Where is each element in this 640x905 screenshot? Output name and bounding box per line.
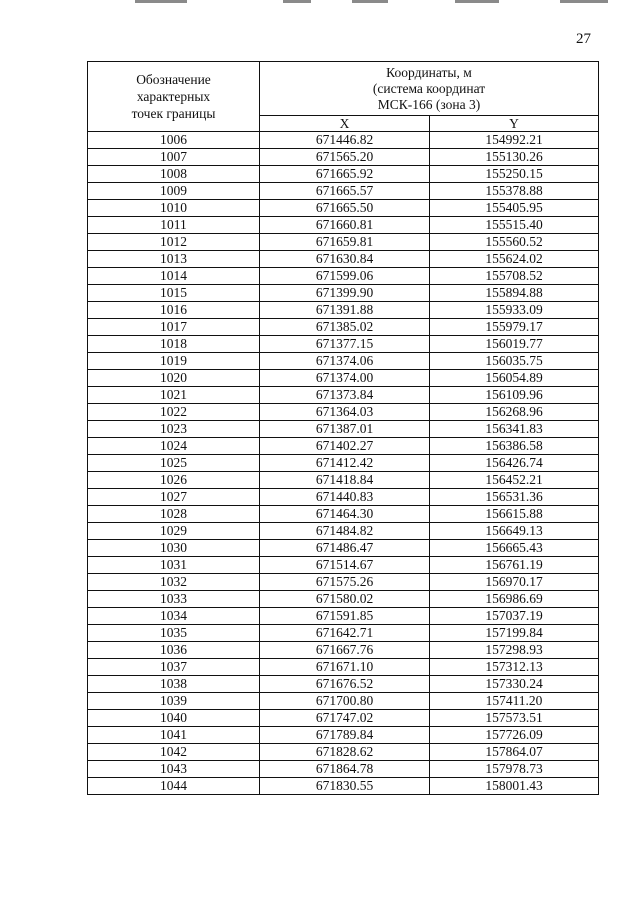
point-id-cell: 1036: [88, 642, 260, 659]
table-row: [88, 472, 599, 489]
y-coordinate-cell: 157199.84: [430, 625, 599, 642]
x-coordinate-cell: 671364.03: [260, 404, 430, 421]
point-id-cell: 1009: [88, 183, 260, 200]
table-row: [88, 285, 599, 302]
x-coordinate-cell: 671665.57: [260, 183, 430, 200]
table-row: [88, 693, 599, 710]
y-coordinate-cell: 157864.07: [430, 744, 599, 761]
y-coordinate-cell: 157411.20: [430, 693, 599, 710]
x-coordinate-cell: 671747.02: [260, 710, 430, 727]
coords-header-line: (система координат: [372, 81, 486, 96]
x-coordinate-cell: 671446.82: [260, 132, 430, 149]
point-id-cell: 1013: [88, 251, 260, 268]
y-coordinate-cell: 156761.19: [430, 557, 599, 574]
point-id-cell: 1034: [88, 608, 260, 625]
table-row: [88, 149, 599, 166]
y-coordinate-cell: 156531.36: [430, 489, 599, 506]
x-coordinate-cell: 671377.15: [260, 336, 430, 353]
y-column-header: Y: [430, 116, 599, 132]
table-body: [88, 132, 599, 795]
point-id-cell: 1041: [88, 727, 260, 744]
x-coordinate-cell: 671402.27: [260, 438, 430, 455]
point-id-cell: 1015: [88, 285, 260, 302]
table-row: [88, 268, 599, 285]
x-coordinate-cell: 671864.78: [260, 761, 430, 778]
table-row: [88, 370, 599, 387]
table-row: [88, 761, 599, 778]
point-id-cell: 1029: [88, 523, 260, 540]
y-coordinate-cell: 156452.21: [430, 472, 599, 489]
y-coordinate-cell: 157298.93: [430, 642, 599, 659]
x-coordinate-cell: 671399.90: [260, 285, 430, 302]
coordinates-header: [260, 62, 599, 116]
table-row: [88, 251, 599, 268]
table-row: [88, 319, 599, 336]
x-coordinate-cell: 671575.26: [260, 574, 430, 591]
table-row: [88, 557, 599, 574]
table-row: [88, 455, 599, 472]
point-id-cell: 1019: [88, 353, 260, 370]
coords-header-line: МСК-166 (зона 3): [377, 97, 481, 112]
point-id-cell: 1012: [88, 234, 260, 251]
point-id-cell: 1038: [88, 676, 260, 693]
y-coordinate-cell: 156986.69: [430, 591, 599, 608]
table-row: [88, 727, 599, 744]
y-coordinate-cell: 157312.13: [430, 659, 599, 676]
table-row: [88, 506, 599, 523]
table-row: [88, 608, 599, 625]
point-id-cell: 1018: [88, 336, 260, 353]
point-id-cell: 1032: [88, 574, 260, 591]
table-row: [88, 234, 599, 251]
table-row: [88, 438, 599, 455]
table-row: [88, 642, 599, 659]
y-coordinate-cell: 155894.88: [430, 285, 599, 302]
y-coordinate-cell: 156268.96: [430, 404, 599, 421]
x-coordinate-cell: 671671.10: [260, 659, 430, 676]
point-id-cell: 1040: [88, 710, 260, 727]
point-id-cell: 1023: [88, 421, 260, 438]
y-coordinate-cell: 155378.88: [430, 183, 599, 200]
point-header-line: Обозначение: [136, 72, 211, 87]
y-coordinate-cell: 154992.21: [430, 132, 599, 149]
y-coordinate-cell: 156109.96: [430, 387, 599, 404]
point-id-cell: 1026: [88, 472, 260, 489]
x-coordinate-cell: 671391.88: [260, 302, 430, 319]
x-coordinate-cell: 671700.80: [260, 693, 430, 710]
table-header: [88, 62, 599, 132]
point-id-cell: 1016: [88, 302, 260, 319]
table-row: [88, 166, 599, 183]
x-column-header: X: [260, 116, 430, 132]
table-row: [88, 353, 599, 370]
y-coordinate-cell: 156019.77: [430, 336, 599, 353]
point-id-cell: 1033: [88, 591, 260, 608]
x-coordinate-cell: 671440.83: [260, 489, 430, 506]
table-row: [88, 676, 599, 693]
point-id-cell: 1014: [88, 268, 260, 285]
y-coordinate-cell: 155624.02: [430, 251, 599, 268]
x-coordinate-cell: 671580.02: [260, 591, 430, 608]
point-id-cell: 1039: [88, 693, 260, 710]
table-row: [88, 744, 599, 761]
y-coordinate-cell: 155979.17: [430, 319, 599, 336]
point-id-cell: 1008: [88, 166, 260, 183]
x-coordinate-cell: 671374.06: [260, 353, 430, 370]
y-coordinate-cell: 156665.43: [430, 540, 599, 557]
y-coordinate-cell: 158001.43: [430, 778, 599, 795]
table-row: [88, 183, 599, 200]
point-id-cell: 1017: [88, 319, 260, 336]
x-coordinate-cell: 671830.55: [260, 778, 430, 795]
x-coordinate-cell: 671387.01: [260, 421, 430, 438]
table-row: [88, 489, 599, 506]
table-row: [88, 540, 599, 557]
y-coordinate-cell: 156341.83: [430, 421, 599, 438]
y-coordinate-cell: 155933.09: [430, 302, 599, 319]
x-coordinate-cell: 671642.71: [260, 625, 430, 642]
table-row: [88, 387, 599, 404]
x-coordinate-cell: 671464.30: [260, 506, 430, 523]
scan-top-edge-marks: [0, 0, 640, 8]
x-coordinate-cell: 671565.20: [260, 149, 430, 166]
y-coordinate-cell: 156649.13: [430, 523, 599, 540]
table-row: [88, 302, 599, 319]
point-header-line: характерных: [136, 89, 211, 104]
table-row: [88, 659, 599, 676]
table-row: [88, 625, 599, 642]
y-coordinate-cell: 156426.74: [430, 455, 599, 472]
y-coordinate-cell: 155405.95: [430, 200, 599, 217]
table-row: [88, 574, 599, 591]
point-id-cell: 1035: [88, 625, 260, 642]
y-coordinate-cell: 157037.19: [430, 608, 599, 625]
y-coordinate-cell: 155250.15: [430, 166, 599, 183]
x-coordinate-cell: 671484.82: [260, 523, 430, 540]
point-id-cell: 1022: [88, 404, 260, 421]
x-coordinate-cell: 671373.84: [260, 387, 430, 404]
page-number: 27: [576, 31, 591, 47]
y-coordinate-cell: 156615.88: [430, 506, 599, 523]
table-row: [88, 217, 599, 234]
y-coordinate-cell: 157726.09: [430, 727, 599, 744]
point-id-cell: 1007: [88, 149, 260, 166]
x-coordinate-cell: 671665.92: [260, 166, 430, 183]
table-row: [88, 404, 599, 421]
table-row: [88, 421, 599, 438]
y-coordinate-cell: 155560.52: [430, 234, 599, 251]
coordinates-table: [87, 61, 599, 795]
point-id-cell: 1020: [88, 370, 260, 387]
point-id-cell: 1011: [88, 217, 260, 234]
x-coordinate-cell: 671514.67: [260, 557, 430, 574]
x-coordinate-cell: 671385.02: [260, 319, 430, 336]
point-id-cell: 1037: [88, 659, 260, 676]
point-id-cell: 1043: [88, 761, 260, 778]
x-coordinate-cell: 671659.81: [260, 234, 430, 251]
x-coordinate-cell: 671828.62: [260, 744, 430, 761]
point-id-cell: 1006: [88, 132, 260, 149]
table-row: [88, 710, 599, 727]
y-coordinate-cell: 156035.75: [430, 353, 599, 370]
x-coordinate-cell: 671630.84: [260, 251, 430, 268]
y-coordinate-cell: 155708.52: [430, 268, 599, 285]
y-coordinate-cell: 155130.26: [430, 149, 599, 166]
point-id-cell: 1044: [88, 778, 260, 795]
y-coordinate-cell: 156386.58: [430, 438, 599, 455]
x-coordinate-cell: 671374.00: [260, 370, 430, 387]
table-row: [88, 336, 599, 353]
x-coordinate-cell: 671789.84: [260, 727, 430, 744]
y-coordinate-cell: 157573.51: [430, 710, 599, 727]
table-row: [88, 132, 599, 149]
point-id-cell: 1021: [88, 387, 260, 404]
point-header-line: точек границы: [131, 106, 216, 121]
x-coordinate-cell: 671599.06: [260, 268, 430, 285]
x-coordinate-cell: 671667.76: [260, 642, 430, 659]
table-row: [88, 523, 599, 540]
x-coordinate-cell: 671486.47: [260, 540, 430, 557]
point-id-cell: 1010: [88, 200, 260, 217]
y-coordinate-cell: 156970.17: [430, 574, 599, 591]
point-id-cell: 1028: [88, 506, 260, 523]
table-row: [88, 200, 599, 217]
x-coordinate-cell: 671676.52: [260, 676, 430, 693]
x-coordinate-cell: 671591.85: [260, 608, 430, 625]
y-coordinate-cell: 157978.73: [430, 761, 599, 778]
x-coordinate-cell: 671660.81: [260, 217, 430, 234]
x-coordinate-cell: 671665.50: [260, 200, 430, 217]
table-row: [88, 778, 599, 795]
coords-header-line: Координаты, м: [386, 65, 472, 80]
x-coordinate-cell: 671412.42: [260, 455, 430, 472]
point-id-cell: 1027: [88, 489, 260, 506]
point-id-cell: 1030: [88, 540, 260, 557]
x-coordinate-cell: 671418.84: [260, 472, 430, 489]
point-id-cell: 1042: [88, 744, 260, 761]
table-row: [88, 591, 599, 608]
point-id-cell: 1024: [88, 438, 260, 455]
y-coordinate-cell: 156054.89: [430, 370, 599, 387]
point-designation-header: [88, 62, 260, 132]
y-coordinate-cell: 155515.40: [430, 217, 599, 234]
point-id-cell: 1031: [88, 557, 260, 574]
point-id-cell: 1025: [88, 455, 260, 472]
y-coordinate-cell: 157330.24: [430, 676, 599, 693]
